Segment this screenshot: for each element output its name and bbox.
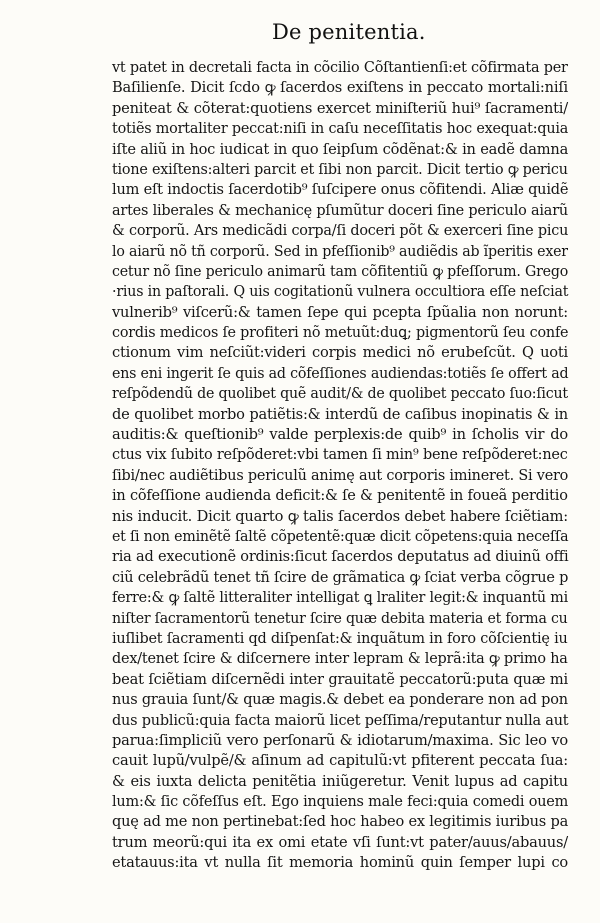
text-line: & eis iuxta delicta penitẽtia iniũgeretur. Venit lupus ad capitu: [112, 772, 568, 790]
text-line: cauit lupũ/vulpẽ/& aſinum ad capitulũ:vt pfiterent peccata ſua:: [112, 752, 568, 770]
text-line: totiẽs mortaliter peccat:niſi in caſu neceſſitatis hoc exequat:quia: [112, 120, 569, 138]
text-line: & corporũ. Ars medicãdi corpa/ſi doceri põt & exerceri ſine picu: [112, 222, 569, 240]
text-line: lum:& ſic cõfeſſus eſt. Ego inquiens male feci:quia comedi ouem: [112, 793, 569, 811]
text-line: lo aiarũ nõ tñ corporũ. Sed in pfeſſionib⁹ audiẽdis ab ĩperitis exer: [112, 242, 568, 260]
text-line: ria ad executionẽ ordinis:ſicut ſacerdos deputatus ad diuinũ offi: [112, 548, 569, 566]
text-line: dex/tenet ſcire & diſcernere inter lepram & leprã:ita ꝙ primo ha: [112, 650, 568, 668]
body-text-block: [112, 58, 568, 874]
text-line: trum meorũ:qui ita ex omi etate vſi ſunt:vt pater/auus/abauus/: [112, 833, 568, 851]
text-line: ctus vix ſubito reſpõderet:vbi tamen ſi min⁹ bene reſpõderet:nec: [112, 446, 568, 464]
text-line: ciũ celebrãdũ tenet tñ ſcire de grãmatica ꝙ ſciat verba cõgrue p: [112, 568, 569, 586]
text-line: vulnerib⁹ viſcerũ:& tamen ſepe qui pcepta ſpũalia non norunt:: [112, 303, 568, 321]
text-line: ·rius in paſtorali. Q uis cogitationũ vulnera occultiora eſſe neſciat: [112, 283, 569, 301]
text-line: ferre:& ꝙ ſaltẽ litteraliter intelligat ꝗ lraliter legit:& inquantũ mi: [112, 589, 569, 607]
text-line: in cõfeſſione audienda deficit:& ſe & penitentẽ in foueã perditio: [112, 487, 568, 505]
text-line: nus grauia ſunt/& quæ magis.& debet ea ponderare non ad pon: [112, 691, 568, 709]
text-line: cetur nõ ſine periculo animarũ tam cõfitentiũ ꝙ pfeſſorum. Grego: [112, 262, 569, 280]
text-line: peniteat & cõterat:quotiens exercet miniſteriũ hui⁹ ſacramenti/: [112, 99, 568, 117]
text-line: ctionum vim neſciũt:videri corpis medici nõ erubeſcũt. Q uoti: [112, 344, 568, 362]
page-header: De penitentia.: [272, 20, 426, 44]
text-line: tione exiſtens:alteri parcit et ſibi non parcit. Dicit tertio ꝙ pericu: [112, 160, 568, 178]
text-line: lum eſt indoctis ſacerdotib⁹ ſuſcipere onus cõfitendi. Aliæ quidẽ: [112, 181, 569, 199]
text-line: nis inducit. Dicit quarto ꝙ talis ſacerdos debet habere ſciẽtiam:: [112, 507, 568, 525]
text-line: Baſilienſe. Dicit ſcdo ꝙ ſacerdos exiſtens in peccato mortali:niſi: [112, 79, 568, 97]
text-line: quę ad me non pertinebat:ſed hoc habeo ex legitimis iuribus pa: [112, 813, 569, 831]
text-line: vt patet in decretali facta in cõcilio Cõſtantienſi:et cõfirmata per: [112, 59, 568, 76]
text-line: iuſlibet ſacramenti qd diſpenſat:& inquãtum in foro cõſcientię iu: [112, 629, 568, 647]
text-line: et ſi non eminẽtẽ ſaltẽ cõpetentẽ:quæ dicit cõpetens:quia neceſſa: [112, 527, 569, 545]
text-line: cordis medicos ſe profiteri nõ metuũt:duꝗ; pigmentorũ ſeu confe: [112, 324, 569, 342]
text-line: etatauus:ita vt nulla ſit memoria hominũ quin ſemper lupi co: [112, 854, 568, 872]
text-line: iſte aliũ in hoc iudicat in quo ſeipſum cõdẽnat:& in eadẽ damna: [112, 140, 569, 158]
text-line: dus publicũ:quia facta maiorũ licet peſſima/reputantur nulla aut: [112, 711, 569, 729]
text-line: ens eni ingerit ſe quis ad cõfeſſiones audiendas:totiẽs ſe offert ad: [112, 364, 569, 382]
text-line: auditis:& queſtionib⁹ valde perplexis:de quib⁹ in ſcholis vir do: [112, 426, 568, 444]
text-line: de quolibet morbo patiẽtis:& interdũ de caſibus inopinatis & in: [112, 405, 568, 423]
text-line: niſter ſacramentorũ tenetur ſcire quæ debita materia et forma cu: [112, 609, 568, 627]
text-line: beat ſciẽtiam diſcernẽdi inter grauitatẽ peccatorũ:puta quæ mi: [112, 670, 568, 688]
text-line: parua:ſimpliciũ vero perſonarũ & idiotarum/maxima. Sic leo vo: [112, 731, 568, 749]
text-line: reſpõdendũ de quolibet quẽ audit/& de quolibet peccato ſuo:ſicut: [112, 385, 568, 403]
text-line: ſibi/nec audiẽtibus periculũ animę aut corporis imineret. Si vero: [112, 466, 569, 484]
text-line: artes liberales & mechanicę pſumũtur doceri ſine periculo aiarũ: [112, 201, 568, 219]
